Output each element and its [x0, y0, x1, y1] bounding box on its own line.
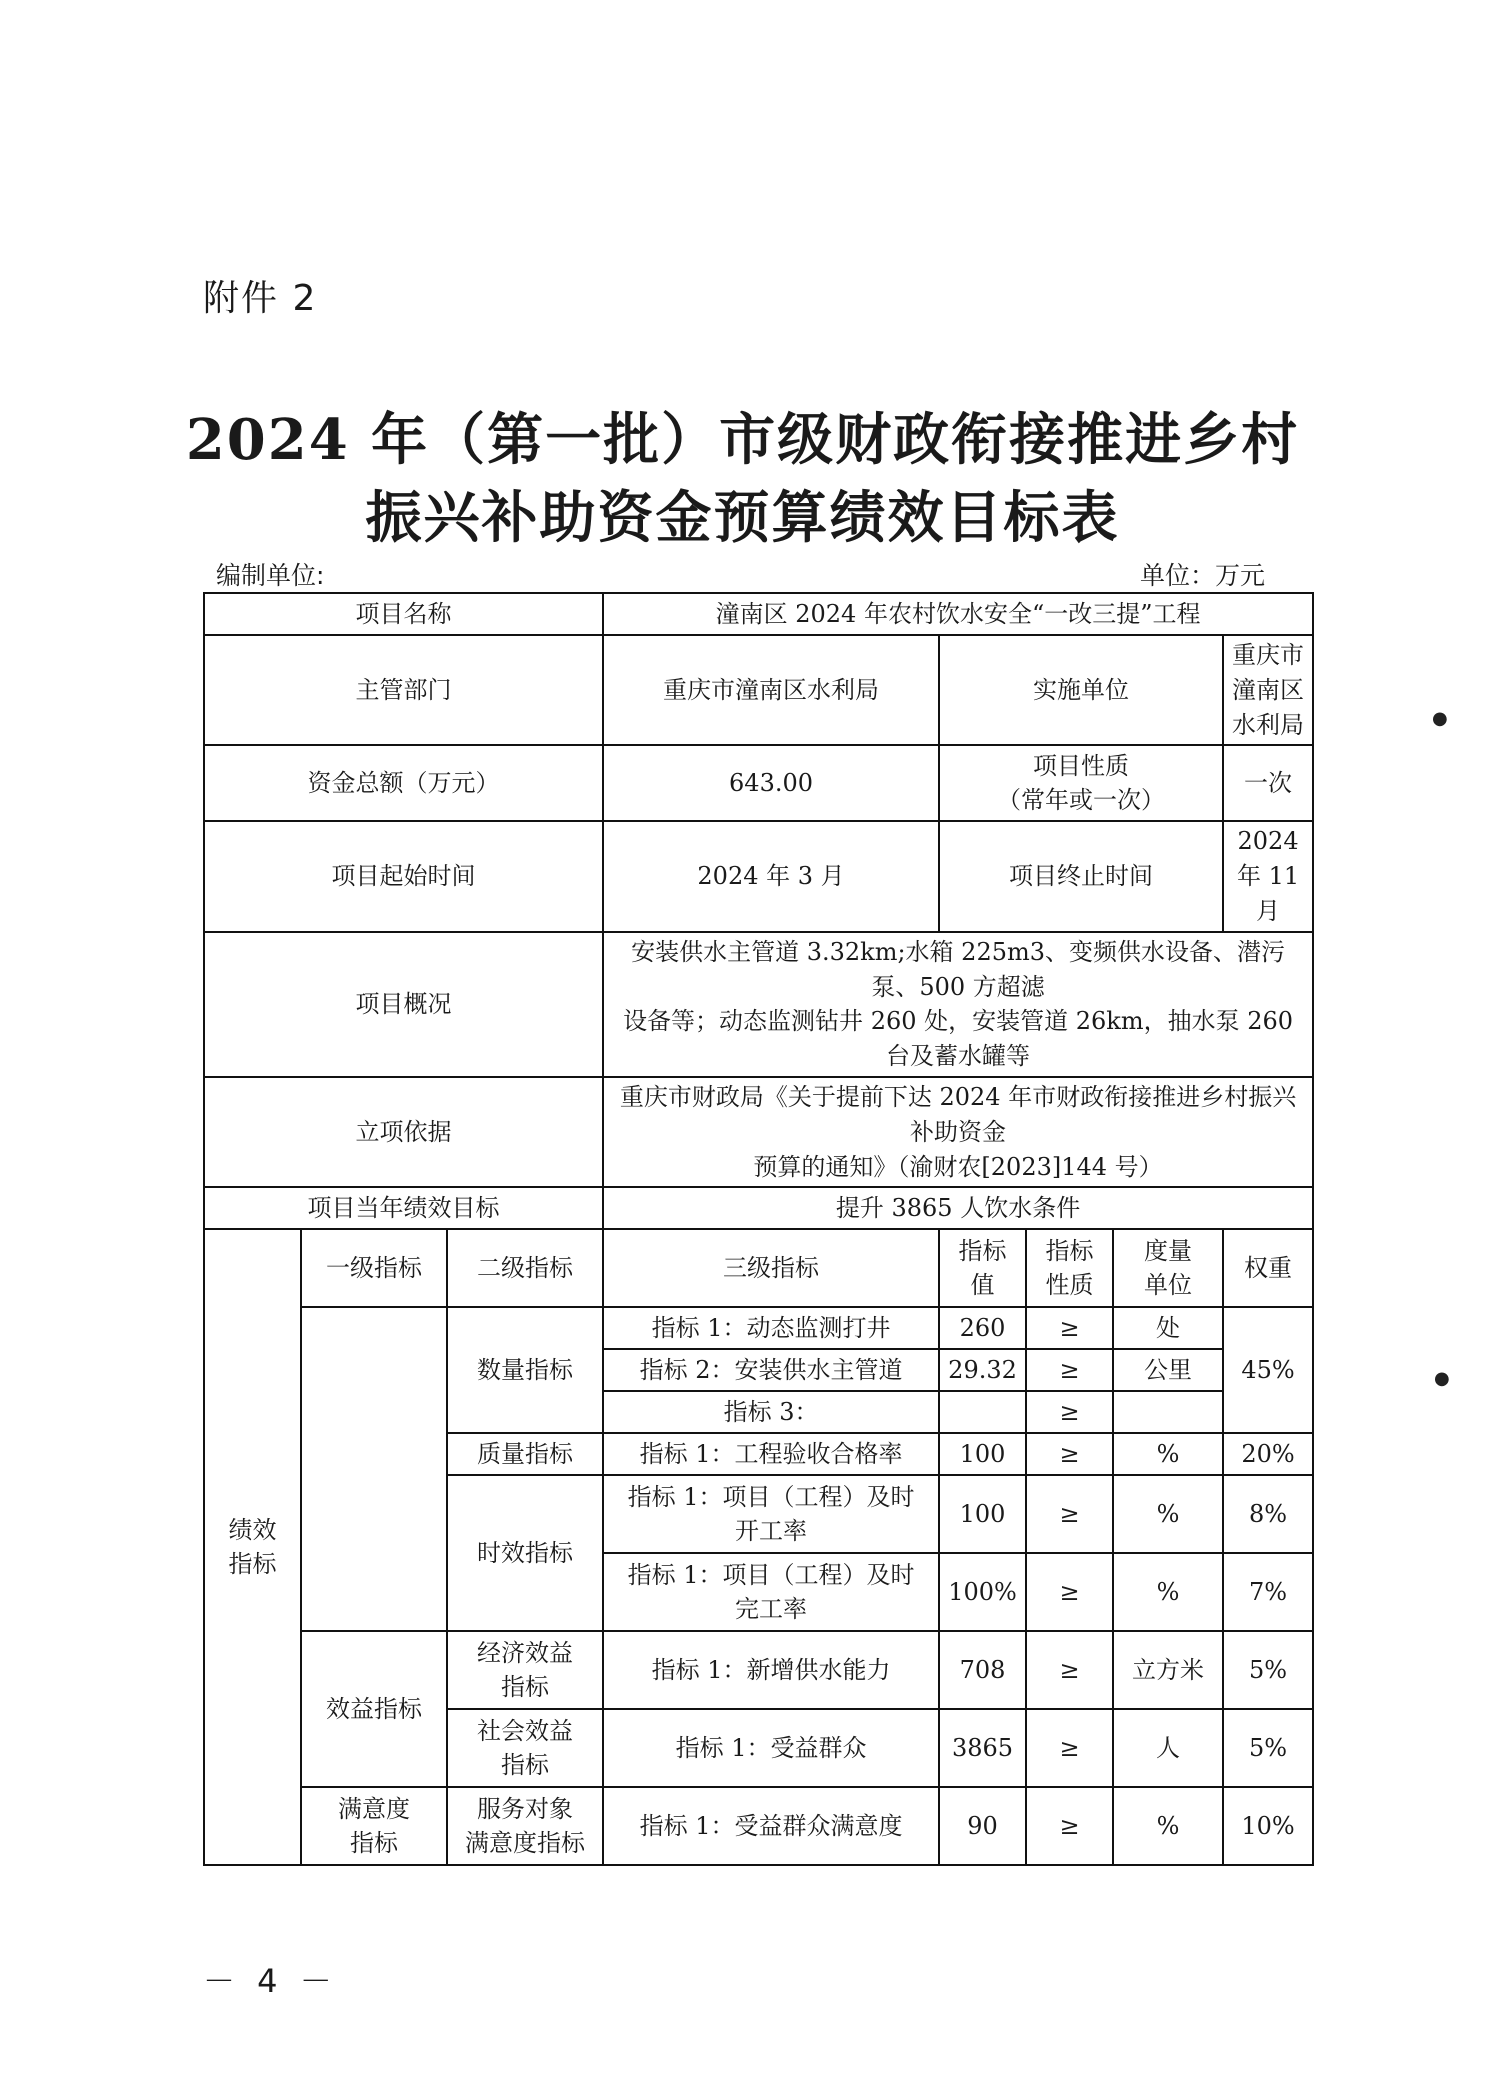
social-label-line: 指标	[501, 1751, 550, 1780]
fund-value: 643.00	[603, 745, 939, 821]
level3-line: 完工率	[735, 1595, 808, 1624]
weight-cell: 10%	[1223, 1787, 1313, 1865]
level3-cell: 指标 2：安装供水主管道	[603, 1349, 939, 1391]
overview-line: 安装供水主管道 3.32km;水箱 225m3、变频供水设备、潜污泵、500 方超滤	[631, 937, 1286, 1001]
perf-label-line: 指标	[228, 1550, 277, 1579]
nature-cell: ≥	[1026, 1631, 1113, 1709]
value-cell: 708	[939, 1631, 1026, 1709]
level3-header: 三级指标	[603, 1229, 939, 1307]
satisfaction-label-line: 指标	[350, 1829, 398, 1858]
dept-value: 重庆市潼南区水利局	[603, 635, 939, 745]
start-value: 2024 年 3 月	[603, 821, 939, 931]
unit-cell	[1113, 1391, 1223, 1433]
title-line-1: 2024 年（第一批）市级财政衔接推进乡村	[185, 407, 1300, 473]
value-header	[939, 1229, 1026, 1307]
economic-label-line: 指标	[501, 1673, 550, 1702]
table-row	[204, 1229, 1313, 1307]
basis-line: 预算的通知》（渝财农[2023]144 号）	[753, 1152, 1163, 1181]
value-cell	[939, 1391, 1026, 1433]
benefit-indicator-label: 效益指标	[301, 1631, 447, 1787]
table-row	[204, 821, 1313, 931]
nature-cell: ≥	[1026, 1391, 1113, 1433]
economic-indicator-label	[447, 1631, 603, 1709]
value-cell: 100%	[939, 1553, 1026, 1631]
level3-line: 指标 1：项目（工程）及时	[627, 1482, 915, 1511]
level3-cell: 指标 1：受益群众满意度	[603, 1787, 939, 1865]
goal-label: 项目当年绩效目标	[204, 1187, 603, 1229]
nature-cell: ≥	[1026, 1349, 1113, 1391]
end-label: 项目终止时间	[939, 821, 1223, 931]
performance-indicators-label	[204, 1229, 301, 1865]
unit-cell: %	[1113, 1433, 1223, 1475]
title-line-2: 振兴补助资金预算绩效目标表	[365, 485, 1120, 551]
nature-label-line: （常年或一次）	[997, 786, 1166, 815]
performance-target-table	[203, 592, 1314, 1866]
nature-value: 一次	[1223, 745, 1313, 821]
project-name-value: 潼南区 2024 年农村饮水安全“一改三提”工程	[603, 593, 1313, 635]
fund-label: 资金总额（万元）	[204, 745, 603, 821]
output-group-cell	[301, 1307, 447, 1631]
service-indicator-label	[447, 1787, 603, 1865]
nature-header	[1026, 1229, 1113, 1307]
weight-cell: 45%	[1223, 1307, 1313, 1433]
quality-indicator-label: 质量指标	[447, 1433, 603, 1475]
value-cell: 90	[939, 1787, 1026, 1865]
level3-line: 指标 1：项目（工程）及时	[627, 1560, 915, 1589]
unit-cell: 公里	[1113, 1349, 1223, 1391]
overview-label: 项目概况	[204, 932, 603, 1077]
timeliness-indicator-label: 时效指标	[447, 1475, 603, 1631]
weight-cell: 7%	[1223, 1553, 1313, 1631]
level1-header: 一级指标	[301, 1229, 447, 1307]
level3-cell: 指标 3：	[603, 1391, 939, 1433]
level2-header: 二级指标	[447, 1229, 603, 1307]
page-number: － 4 －	[203, 1962, 338, 2000]
impl-value: 重庆市潼南区水利局	[1223, 635, 1313, 745]
unit-cell: %	[1113, 1475, 1223, 1553]
table-row	[204, 1307, 1313, 1349]
value-header-line: 指标	[958, 1236, 1007, 1265]
scan-speck: ●	[1432, 708, 1448, 729]
compiler-label: 编制单位:	[216, 561, 325, 590]
nature-cell: ≥	[1026, 1475, 1113, 1553]
table-row	[204, 932, 1313, 1077]
service-label-line: 满意度指标	[465, 1829, 586, 1858]
level3-cell: 指标 1：新增供水能力	[603, 1631, 939, 1709]
economic-label-line: 经济效益	[477, 1638, 574, 1667]
overview-value	[603, 932, 1313, 1077]
nature-cell: ≥	[1026, 1433, 1113, 1475]
unit-header	[1113, 1229, 1223, 1307]
value-header-line: 值	[970, 1271, 995, 1300]
perf-label-line: 绩效	[228, 1515, 277, 1544]
weight-cell: 8%	[1223, 1475, 1313, 1553]
start-label: 项目起始时间	[204, 821, 603, 931]
level3-cell: 指标 1：受益群众	[603, 1709, 939, 1787]
nature-label	[939, 745, 1223, 821]
table-row	[204, 1187, 1313, 1229]
table-row	[204, 1787, 1313, 1865]
attachment-label: 附件 2	[203, 278, 318, 319]
social-label-line: 社会效益	[477, 1716, 574, 1745]
level3-line: 开工率	[735, 1517, 808, 1546]
table-row	[204, 635, 1313, 745]
unit-cell: %	[1113, 1553, 1223, 1631]
nature-cell: ≥	[1026, 1787, 1113, 1865]
service-label-line: 服务对象	[477, 1794, 574, 1823]
nature-cell: ≥	[1026, 1307, 1113, 1349]
table-row	[204, 593, 1313, 635]
nature-header-line: 性质	[1045, 1271, 1094, 1300]
table-row	[204, 745, 1313, 821]
value-cell: 3865	[939, 1709, 1026, 1787]
dept-label: 主管部门	[204, 635, 603, 745]
satisfaction-indicator-label	[301, 1787, 447, 1865]
value-cell: 260	[939, 1307, 1026, 1349]
social-indicator-label	[447, 1709, 603, 1787]
value-cell: 100	[939, 1475, 1026, 1553]
basis-line: 重庆市财政局《关于提前下达 2024 年市财政衔接推进乡村振兴补助资金	[619, 1082, 1297, 1146]
unit-header-line: 度量	[1144, 1236, 1193, 1265]
weight-header: 权重	[1223, 1229, 1313, 1307]
table-row	[204, 1077, 1313, 1187]
nature-header-line: 指标	[1045, 1236, 1094, 1265]
unit-cell: 处	[1113, 1307, 1223, 1349]
value-cell: 100	[939, 1433, 1026, 1475]
satisfaction-label-line: 满意度	[338, 1794, 410, 1823]
level3-cell	[603, 1553, 939, 1631]
level3-cell: 指标 1：动态监测打井	[603, 1307, 939, 1349]
scan-speck: ●	[1434, 1368, 1450, 1389]
quantity-indicator-label: 数量指标	[447, 1307, 603, 1433]
unit-label: 单位：万元	[1140, 561, 1266, 590]
weight-cell: 5%	[1223, 1709, 1313, 1787]
nature-label-line: 项目性质	[1033, 751, 1130, 780]
project-name-label: 项目名称	[204, 593, 603, 635]
impl-label: 实施单位	[939, 635, 1223, 745]
basis-label: 立项依据	[204, 1077, 603, 1187]
goal-value: 提升 3865 人饮水条件	[603, 1187, 1313, 1229]
table-row	[204, 1631, 1313, 1709]
weight-cell: 5%	[1223, 1631, 1313, 1709]
unit-cell: 人	[1113, 1709, 1223, 1787]
nature-cell: ≥	[1026, 1553, 1113, 1631]
unit-cell: %	[1113, 1787, 1223, 1865]
overview-line: 设备等；动态监测钻井 260 处，安装管道 26km，抽水泵 260 台及蓄水罐等	[623, 1007, 1294, 1071]
basis-value	[603, 1077, 1313, 1187]
nature-cell: ≥	[1026, 1709, 1113, 1787]
weight-cell: 20%	[1223, 1433, 1313, 1475]
unit-cell: 立方米	[1113, 1631, 1223, 1709]
level3-cell: 指标 1：工程验收合格率	[603, 1433, 939, 1475]
end-value: 2024 年 11 月	[1223, 821, 1313, 931]
level3-cell	[603, 1475, 939, 1553]
unit-header-line: 单位	[1144, 1271, 1193, 1300]
value-cell: 29.32	[939, 1349, 1026, 1391]
